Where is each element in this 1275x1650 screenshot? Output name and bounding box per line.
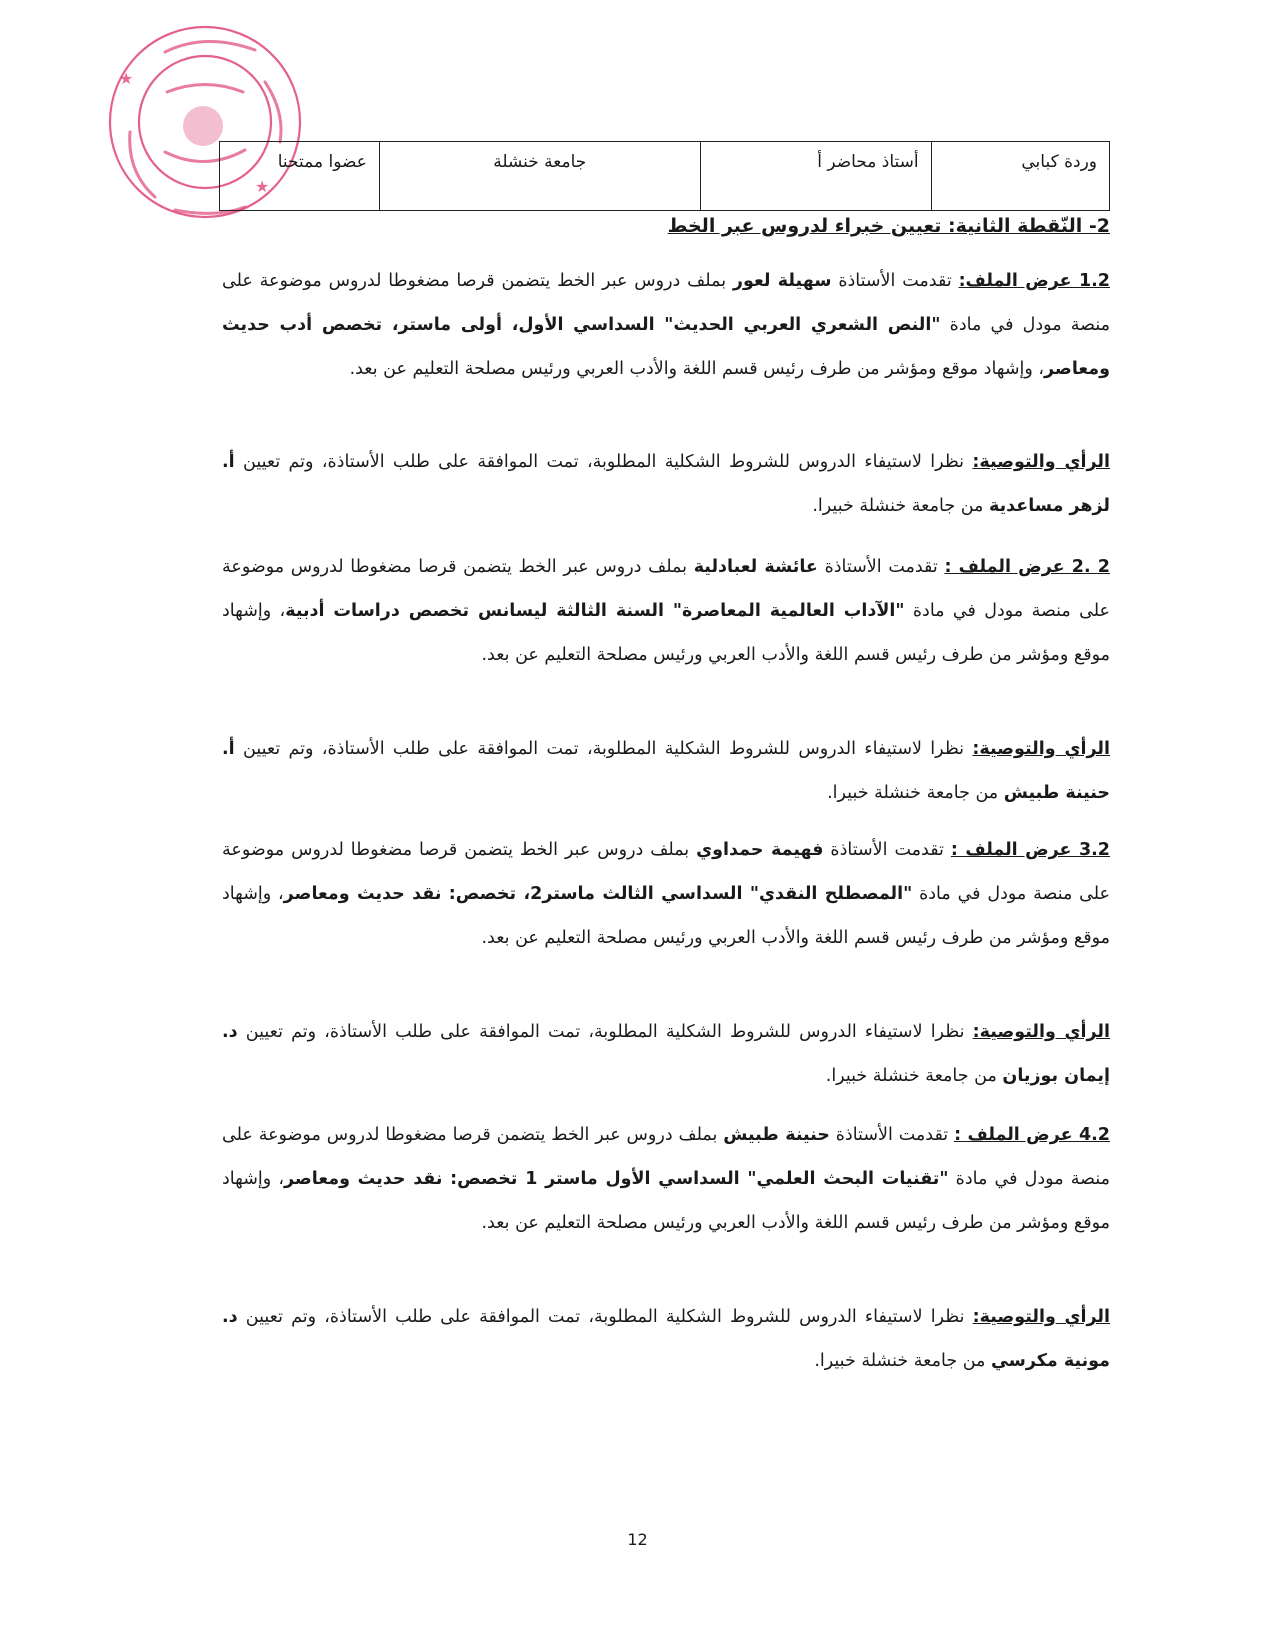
page-number: 12 <box>627 1530 648 1549</box>
item-opinion-paragraph: الرأي والتوصية: نظرا لاستيفاء الدروس للشروط الشكلية المطلوبة، تمت الموافقة على طلب الأستاذة، وتم تعيين د. مونية مكرسي من جامعة خنشلة خبيرا. <box>222 1307 1110 1371</box>
file-label: 4.2 عرض الملف : <box>954 1125 1110 1145</box>
member-name-cell: وردة كبابي <box>931 142 1109 211</box>
course-title: "الآداب العالمية المعاصرة" السنة الثالثة ليسانس تخصص دراسات أدبية <box>285 601 905 621</box>
item-file-paragraph: 3.2 عرض الملف : تقدمت الأستاذة فهيمة حمداوي بملف دروس عبر الخط يتضمن قرصا مضغوطا لدروس موضوعة على منصة مودل في مادة "المصطلح النقدي" السداسي الثالث ماستر2، تخصص: نقد حديث ومعاصر، وإشهاد موقع ومؤشر من طرف رئيس قسم اللغة والأدب العربي ورئيس مصلحة التعليم عن بعد. <box>222 840 1111 948</box>
svg-text:★: ★ <box>119 69 134 88</box>
expert-name: أ. حنينة طبيش <box>222 739 1110 803</box>
item-file-paragraph: 4.2 عرض الملف : تقدمت الأستاذة حنينة طبيش بملف دروس عبر الخط يتضمن قرصا مضغوطا لدروس موضوعة على منصة مودل في مادة "تقنيات البحث العلمي" السداسي الأول ماستر 1 تخصص: نقد حديث ومعاصر، وإشهاد موقع ومؤشر من طرف رئيس قسم اللغة والأدب العربي ورئيس مصلحة التعليم عن بعد. <box>222 1125 1110 1233</box>
member-rank-cell: أستاذ محاضر أ <box>700 142 931 211</box>
opinion-label: الرأي والتوصية: <box>972 739 1110 759</box>
section-title: 2- النّقطة الثانية: تعيين خبراء لدروس عبر الخط <box>667 215 1110 237</box>
members-table <box>219 141 1110 211</box>
item-opinion-paragraph: الرأي والتوصية: نظرا لاستيفاء الدروس للشروط الشكلية المطلوبة، تمت الموافقة على طلب الأستاذة، وتم تعيين أ. لزهر مساعدية من جامعة خنشلة خبيرا. <box>222 452 1110 516</box>
member-role-cell: عضوا ممتحنا <box>220 142 380 211</box>
course-title: "تقنيات البحث العلمي" السداسي الأول ماستر 1 تخصص: نقد حديث ومعاصر <box>284 1169 949 1189</box>
applicant-name: حنينة طبيش <box>723 1125 830 1145</box>
expert-name: أ. لزهر مساعدية <box>222 452 1110 516</box>
applicant-name: عائشة لعبادلية <box>693 557 818 577</box>
course-title: "المصطلح النقدي" السداسي الثالث ماستر2، تخصص: نقد حديث ومعاصر <box>283 884 913 904</box>
item-opinion-paragraph: الرأي والتوصية: نظرا لاستيفاء الدروس للشروط الشكلية المطلوبة، تمت الموافقة على طلب الأستاذة، وتم تعيين د. إيمان بوزيان من جامعة خنشلة خبيرا. <box>222 1022 1110 1086</box>
member-university-cell: جامعة خنشلة <box>379 142 700 211</box>
expert-name: د. مونية مكرسي <box>222 1307 1110 1371</box>
svg-text:★: ★ <box>255 177 270 196</box>
file-label: 1.2 عرض الملف: <box>958 271 1110 291</box>
applicant-name: فهيمة حمداوي <box>696 840 824 860</box>
opinion-label: الرأي والتوصية: <box>972 1022 1110 1042</box>
opinion-label: الرأي والتوصية: <box>972 452 1110 472</box>
table-row <box>220 142 1110 211</box>
opinion-label: الرأي والتوصية: <box>972 1307 1110 1327</box>
item-file-paragraph: 1.2 عرض الملف: تقدمت الأستاذة سهيلة لعور بملف دروس عبر الخط يتضمن قرصا مضغوطا لدروس موضوعة على منصة مودل في مادة "النص الشعري العربي الحديث" السداسي الأول، أولى ماستر، تخصص أدب حديث ومعاصر، وإشهاد موقع ومؤشر من طرف رئيس قسم اللغة والأدب العربي ورئيس مصلحة التعليم عن بعد. <box>222 271 1110 379</box>
item-file-paragraph: 2 .2 عرض الملف : تقدمت الأستاذة عائشة لعبادلية بملف دروس عبر الخط يتضمن قرصا مضغوطا لدروس موضوعة على منصة مودل في مادة "الآداب العالمية المعاصرة" السنة الثالثة ليسانس تخصص دراسات أدبية، وإشهاد موقع ومؤشر من طرف رئيس قسم اللغة والأدب العربي ورئيس مصلحة التعليم عن بعد. <box>222 557 1110 665</box>
file-label: 3.2 عرض الملف : <box>950 840 1110 860</box>
course-title: "النص الشعري العربي الحديث" السداسي الأول، أولى ماستر، تخصص أدب حديث ومعاصر <box>222 315 1110 379</box>
expert-name: د. إيمان بوزيان <box>222 1022 1110 1086</box>
file-label: 2 .2 عرض الملف : <box>944 557 1110 577</box>
applicant-name: سهيلة لعور <box>732 271 832 291</box>
item-opinion-paragraph: الرأي والتوصية: نظرا لاستيفاء الدروس للشروط الشكلية المطلوبة، تمت الموافقة على طلب الأستاذة، وتم تعيين أ. حنينة طبيش من جامعة خنشلة خبيرا. <box>222 739 1110 803</box>
